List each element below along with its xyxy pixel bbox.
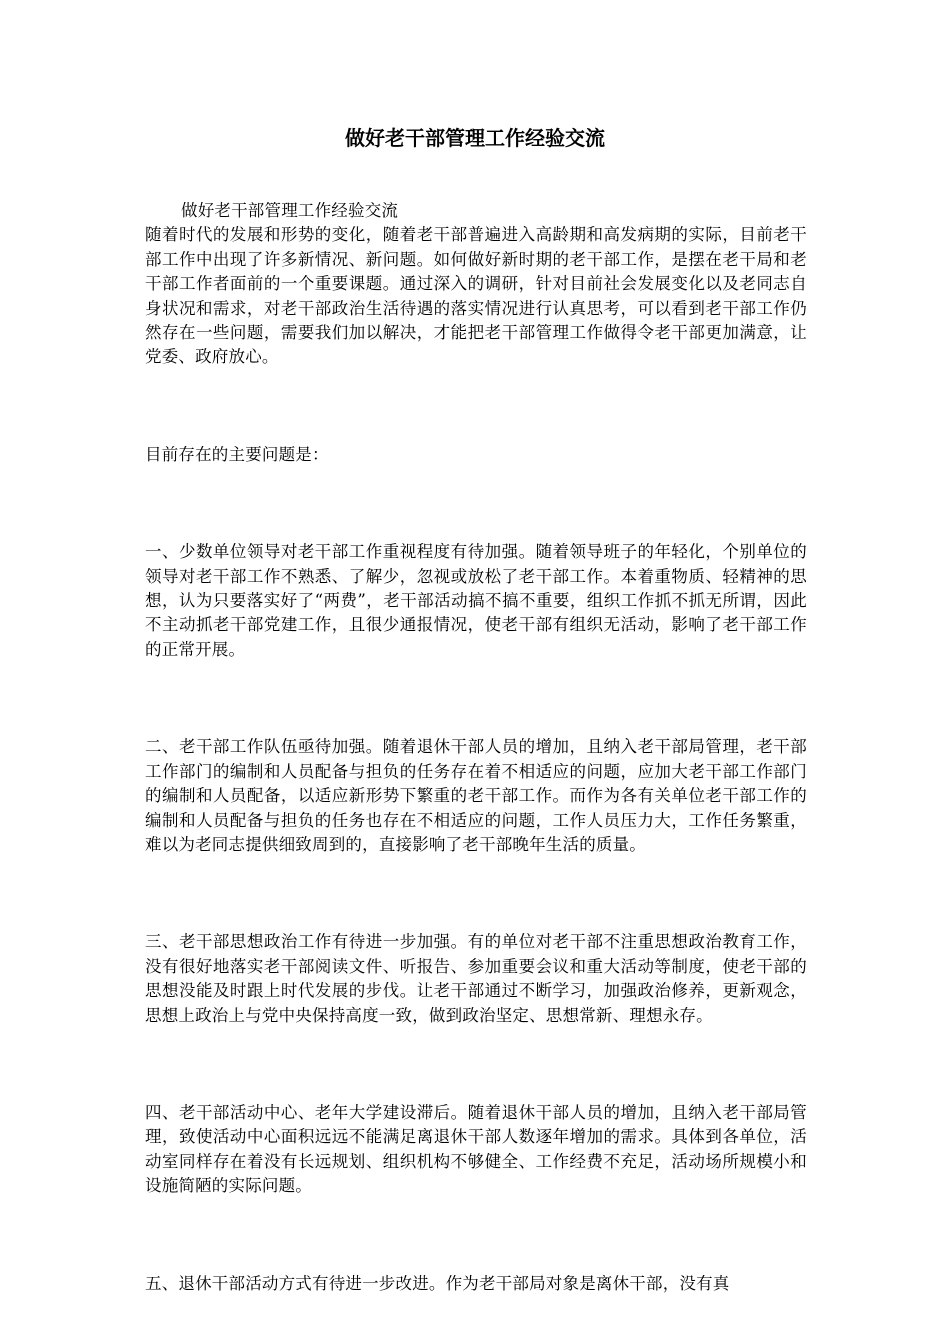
document-title: 做好老干部管理工作经验交流 [345,126,605,150]
paragraph-problem-3: 三、老干部思想政治工作有待进一步加强。有的单位对老干部不注重思想政治教育工作，没有很好地落实老干部阅读文件、听报告、参加重要会议和重大活动等制度，使老干部的思想没能及时跟上时代发展的步伐。让老干部通过不断学习，加强政治修养，更新观念，思想上政治上与党中央保持高度一致，做到政治坚定、思想常新、理想永存。 [145,932,807,1025]
paragraph-problem-5: 五、退休干部活动方式有待进一步改进。作为老干部局对象是离休干部，没有真 [145,1273,730,1293]
paragraph-intro: 随着时代的发展和形势的变化，随着老干部普遍进入高龄期和高发病期的实际，目前老干部工作中出现了许多新情况、新问题。如何做好新时期的老干部工作，是摆在老干局和老干部工作者面前的一个重要课题。通过深入的调研，针对目前社会发展变化以及老同志自身状况和需求，对老干部政治生活待遇的落实情况进行认真思考，可以看到老干部工作仍然存在一些问题，需要我们加以解决，才能把老干部管理工作做得令老干部更加满意，让党委、政府放心。 [145,225,807,367]
document-body [145,199,807,1296]
document-subtitle: 做好老干部管理工作经验交流 [181,201,399,220]
paragraph-problem-1: 一、少数单位领导对老干部工作重视程度有待加强。随着领导班子的年轻化，个别单位的领导对老干部工作不熟悉、了解少，忽视或放松了老干部工作。本着重物质、轻精神的思想，认为只要落实好了“两费”，老干部活动搞不搞不重要，组织工作抓不抓无所谓，因此不主动抓老干部党建工作，且很少通报情况，使老干部有组织无活动，影响了老干部工作的正常开展。 [145,542,807,659]
paragraph-problem-2: 二、老干部工作队伍亟待加强。随着退休干部人员的增加，且纳入老干部局管理，老干部工作部门的编制和人员配备与担负的任务存在着不相适应的问题，应加大老干部工作部门的编制和人员配备，以适应新形势下繁重的老干部工作。而作为各有关单位老干部工作的编制和人员配备与担负的任务也存在不相适应的问题，工作人员压力大，工作任务繁重，难以为老同志提供细致周到的，直接影响了老干部晚年生活的质量。 [145,737,807,854]
paragraph-problems-heading: 目前存在的主要问题是： [145,444,329,464]
paragraph-problem-4: 四、老干部活动中心、老年大学建设滞后。随着退休干部人员的增加，且纳入老干部局管理，致使活动中心面积远远不能满足离退休干部人数逐年增加的需求。具体到各单位，活动室同样存在着没有长远规划、组织机构不够健全、工作经费不充足，活动场所规模小和设施简陋的实际问题。 [145,1102,807,1196]
